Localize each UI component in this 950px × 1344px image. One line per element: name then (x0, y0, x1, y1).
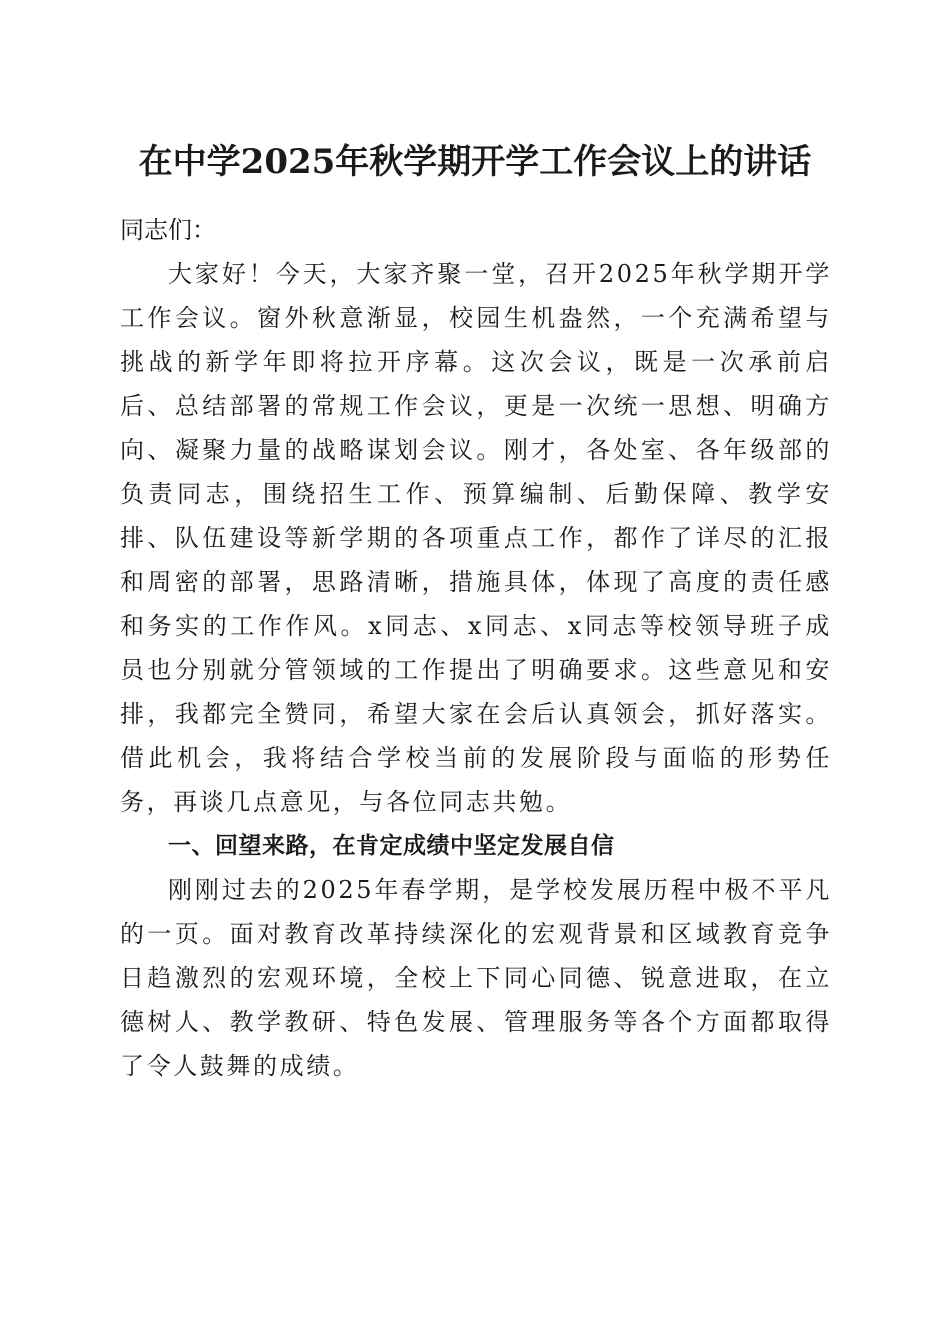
section-heading-1: 一、回望来路，在肯定成绩中坚定发展自信 (168, 833, 615, 859)
document-body (120, 208, 832, 1088)
section-1-paragraph: 刚刚过去的2025年春学期，是学校发展历程中极不平凡的一页。面对教育改革持续深化的宏观背景和区域教育竞争日趋激烈的宏观环境，全校上下同心同德、锐意进取，在立德树人、教学教研、特色发展、管理服务等各个方面都取得了令人鼓舞的成绩。 (120, 876, 832, 1080)
document-title: 在中学2025年秋学期开学工作会议上的讲话 (138, 142, 812, 182)
salutation: 同志们： (120, 216, 216, 244)
opening-paragraph: 大家好！今天，大家齐聚一堂，召开2025年秋学期开学工作会议。窗外秋意渐显，校园生机盎然，一个充满希望与挑战的新学年即将拉开序幕。这次会议，既是一次承前启后、总结部署的常规工作会议，更是一次统一思想、明确方向、凝聚力量的战略谋划会议。刚才，各处室、各年级部的负责同志，围绕招生工作、预算编制、后勤保障、教学安排、队伍建设等新学期的各项重点工作，都作了详尽的汇报和周密的部署，思路清晰，措施具体，体现了高度的责任感和务实的工作作风。x同志、x同志、x同志等校领导班子成员也分别就分管领域的工作提出了明确要求。这些意见和安排，我都完全赞同，希望大家在会后认真领会，抓好落实。借此机会，我将结合学校当前的发展阶段与面临的形势任务，再谈几点意见，与各位同志共勉。 (120, 260, 832, 816)
